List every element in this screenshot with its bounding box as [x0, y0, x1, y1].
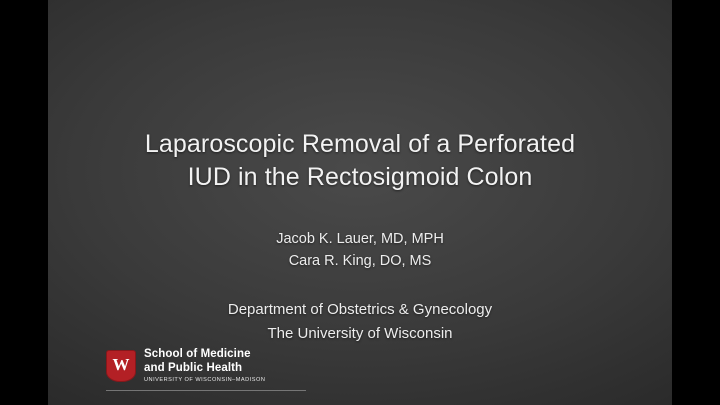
- author-2: Cara R. King, DO, MS: [288, 253, 432, 270]
- title-line-2: IUD in the Rectosigmoid Colon: [187, 163, 533, 192]
- author-1: Jacob K. Lauer, MD, MPH: [276, 231, 444, 247]
- affiliation: [48, 298, 672, 346]
- affiliation-line-2: The University of Wisconsin: [267, 325, 453, 342]
- affiliation-line-1: Department of Obstetrics & Gynecology: [227, 301, 493, 318]
- page-title: [48, 128, 672, 195]
- presentation-title-slide: [48, 0, 672, 405]
- logo-subline: UNIVERSITY OF WISCONSIN–MADISON: [144, 377, 266, 383]
- logo-text: [144, 348, 265, 383]
- uw-crest-icon: [106, 350, 136, 382]
- crest-letter: W: [112, 355, 130, 375]
- logo-divider: [106, 390, 306, 391]
- author-list: [48, 228, 672, 273]
- logo-line-2: and Public Health: [144, 361, 243, 374]
- title-line-1: Laparoscopic Removal of a Perforated: [144, 130, 576, 158]
- university-logo: [106, 348, 265, 383]
- logo-line-1: School of Medicine: [144, 348, 251, 361]
